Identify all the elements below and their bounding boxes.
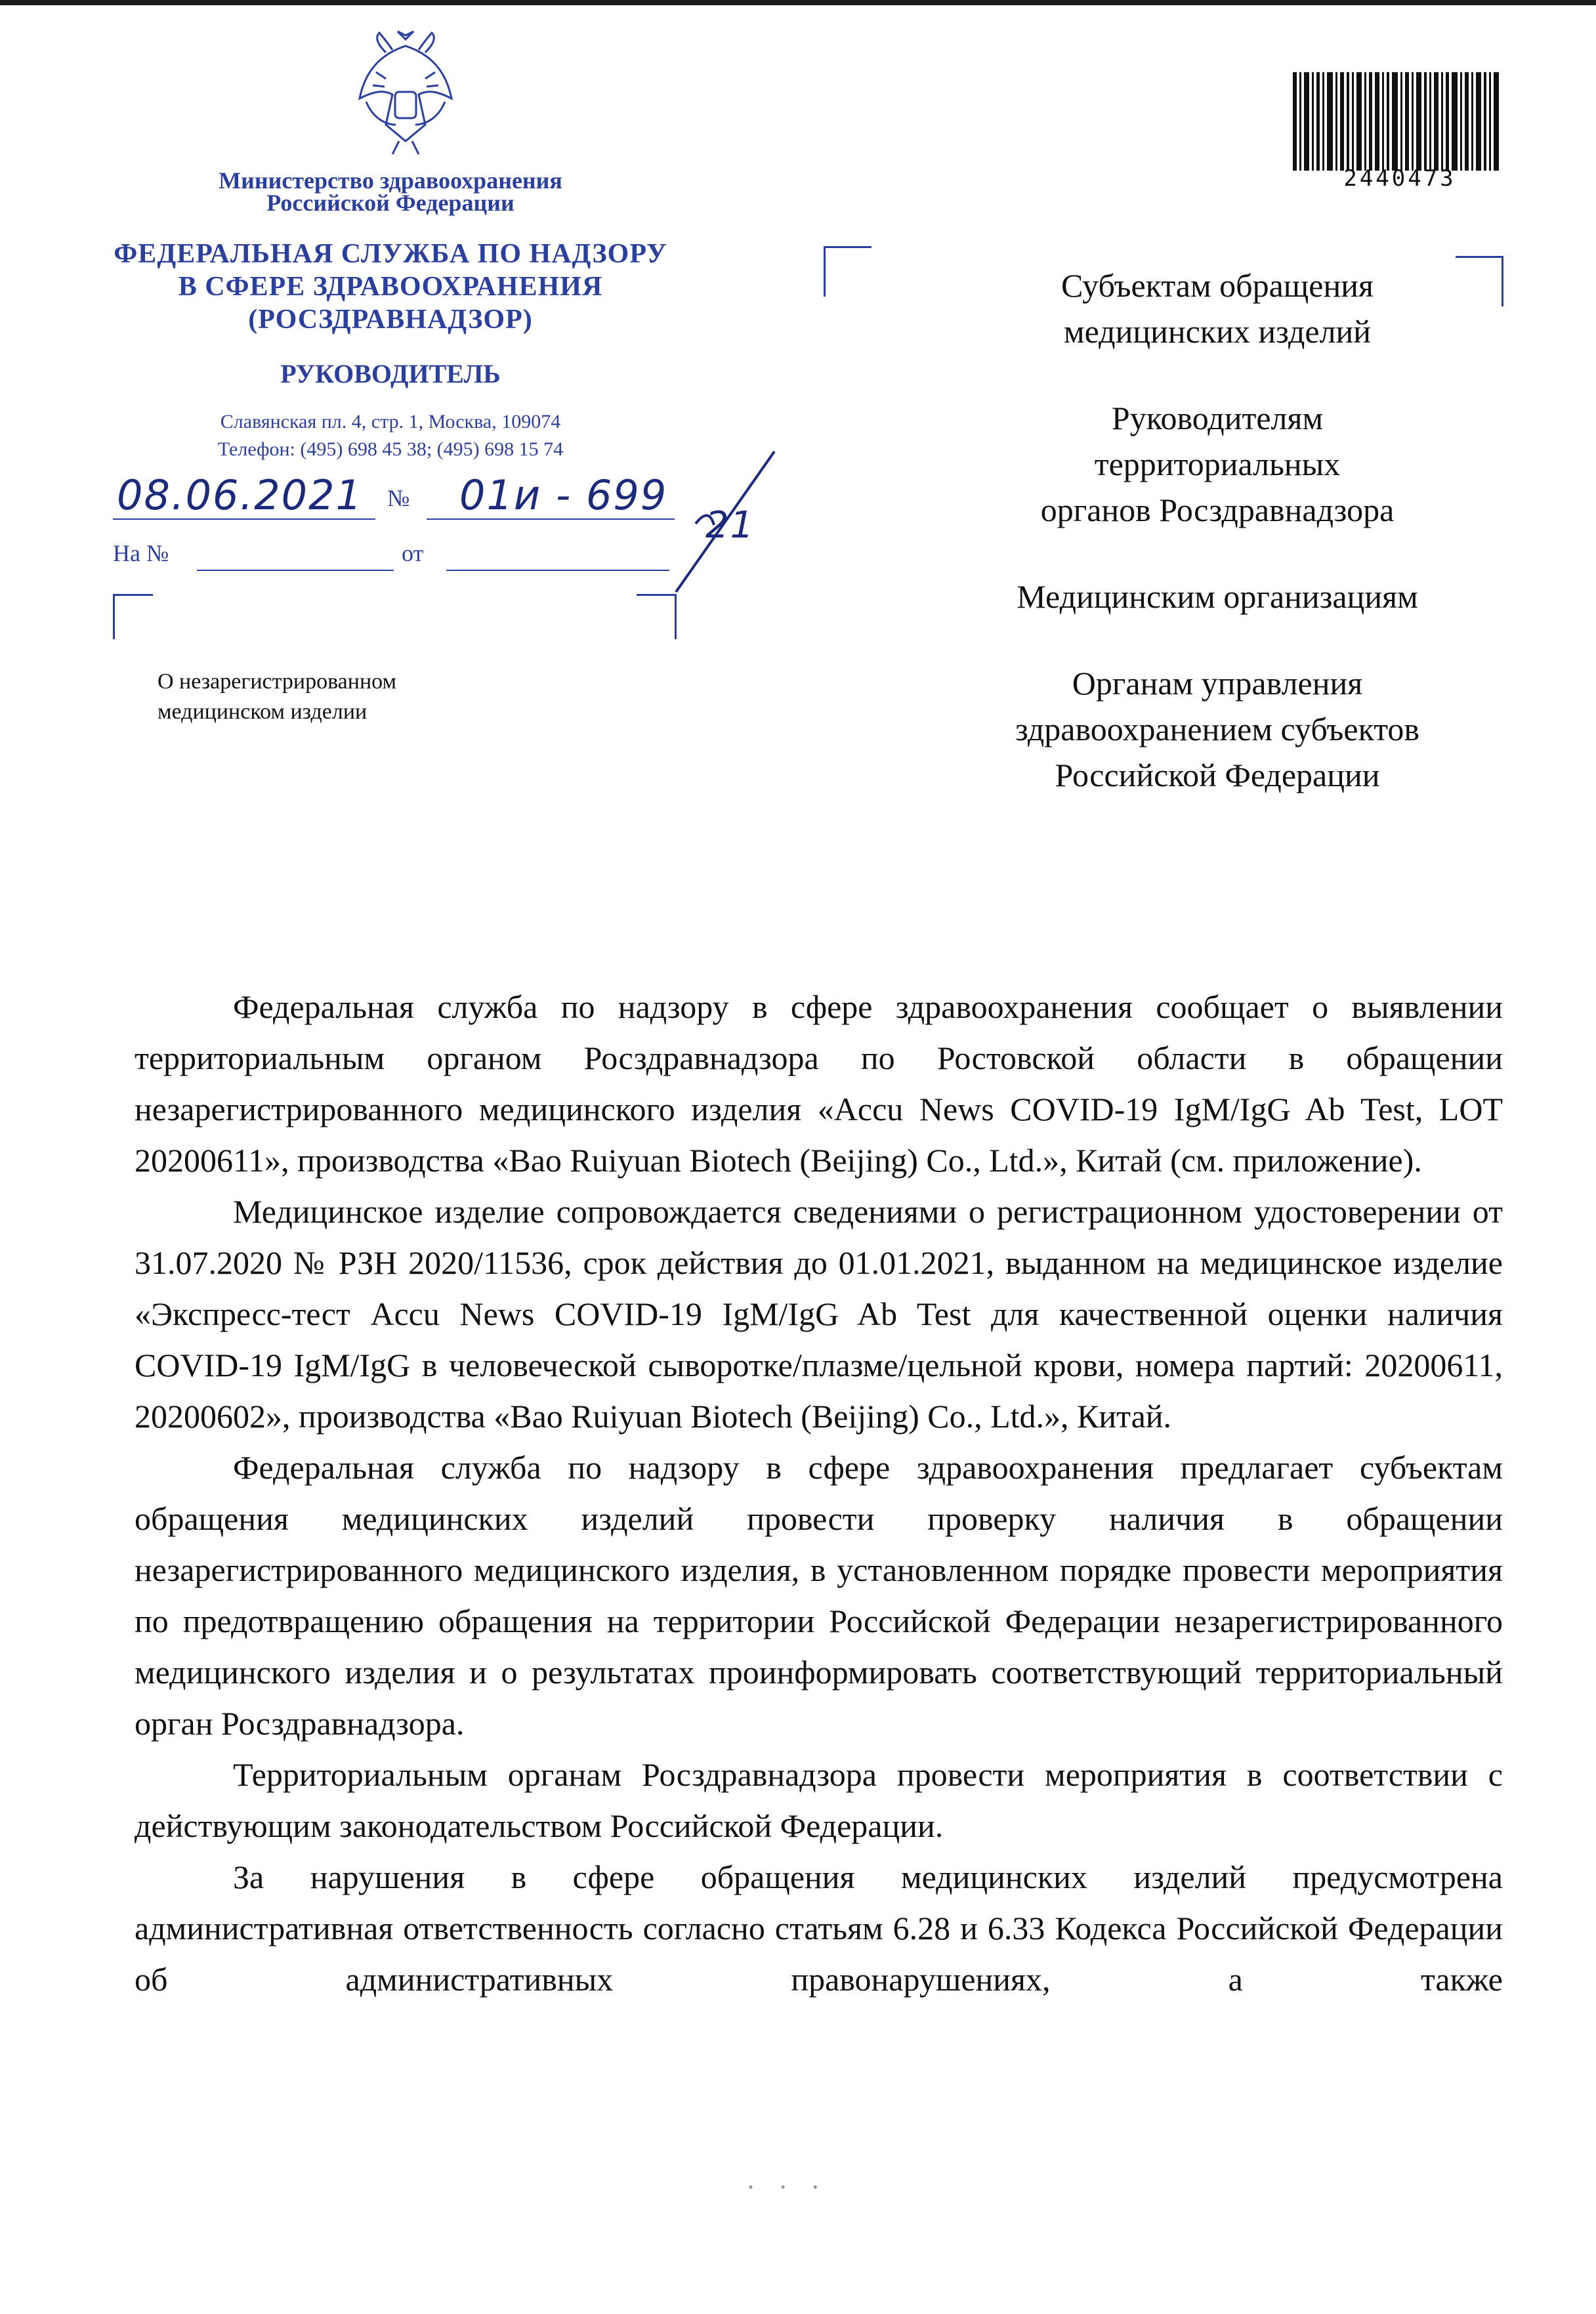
addressee-group: Субъектам обращения медицинских изделий [1061,267,1374,350]
addressee-group: Органам управления здравоохранением субъектов Российской Федерации [1015,665,1420,793]
registration-number-suffix: 21 [705,504,755,547]
reference-underline [197,570,394,571]
subject-bracket-left [113,594,153,639]
addressee-group: Руководителям территориальных органов Росздравнадзора [1040,400,1395,528]
letterhead-address: Славянская пл. 4, стр. 1, Москва, 109074 Телефон: (495) 698 45 38; (495) 698 15 74 [217,411,564,460]
head-title: РУКОВОДИТЕЛЬ [280,359,501,389]
body-paragraph: Федеральная служба по надзору в сфере здравоохранения сообщает о выявлении территориальным органом Росздравнадзора по Ростовской области в обращении незарегистрированного медицинского изделия «Accu News COVID-19 IgM/IgG Ab Test, LOT 20200611», производства «Bao Ruiyuan Biotech (Beijing) Co., Ltd.», Китай (см. приложение). [135,988,1503,1179]
subject-bracket-right [637,594,677,639]
scan-top-edge [0,0,1596,5]
from-underline [446,570,669,571]
letter-subject: О незарегистрированном медицинском изделии [158,669,397,724]
addressee-bracket-left [824,246,872,297]
body-paragraph: Медицинское изделие сопровождается сведениями о регистрационном удостоверении от 31.07.2020 № РЗН 2020/11536, срок действия до 01.01.2021, выданном на медицинское изделие «Экспресс-тест Accu News COVID-19 IgM/IgG Ab Test для качественной оценки наличия COVID-19 IgM/IgG в человеческой сыворотке/плазме/цельной крови, номера партий: 20200611, 20200602», производства «Bao Ruiyuan Biotech (Beijing) Co., Ltd.», Китай. [135,1193,1503,1435]
barcode-number: 2440473 [1343,165,1456,192]
registration-date: 08.06.2021 [117,471,363,519]
page-marker: • • • [748,2179,830,2195]
from-label: от [402,540,424,566]
addressee-block [945,263,1490,839]
number-label: № [387,485,410,511]
reference-label: На № [113,540,169,566]
body-paragraph: Федеральная служба по надзору в сфере здравоохранения предлагает субъектам обращения медицинских изделий провести проверку наличия в обращении незарегистрированного медицинского изделия, в установленном порядке провести мероприятия по предотвращению обращения на территории Российской Федерации незарегистрированного медицинского изделия и о результатах проинформировать соответствующий территориальный орган Росздравнадзора. [135,1449,1503,1742]
service-name: ФЕДЕРАЛЬНАЯ СЛУЖБА ПО НАДЗОРУ В СФЕРЕ ЗДРАВООХРАНЕНИЯ (РОСЗДРАВНАДЗОР) [114,239,667,335]
addressee-group: Медицинским организациям [1017,578,1418,615]
ministry-name: Министерство здравоохранения Российской Федерации [219,167,562,216]
coat-of-arms-icon [346,26,465,158]
registration-number: 01и - 699 [459,471,668,519]
letter-body [135,981,1503,2005]
body-paragraph: За нарушения в сфере обращения медицинских изделий предусмотрена административная ответственность согласно статьям 6.28 и 6.33 Кодекса Российской Федерации об административных правонарушениях, а также [135,1859,1503,1998]
barcode [1292,72,1502,171]
body-paragraph: Территориальным органам Росздравнадзора провести мероприятия в соответствии с действующим законодательством Российской Федерации. [135,1756,1503,1844]
